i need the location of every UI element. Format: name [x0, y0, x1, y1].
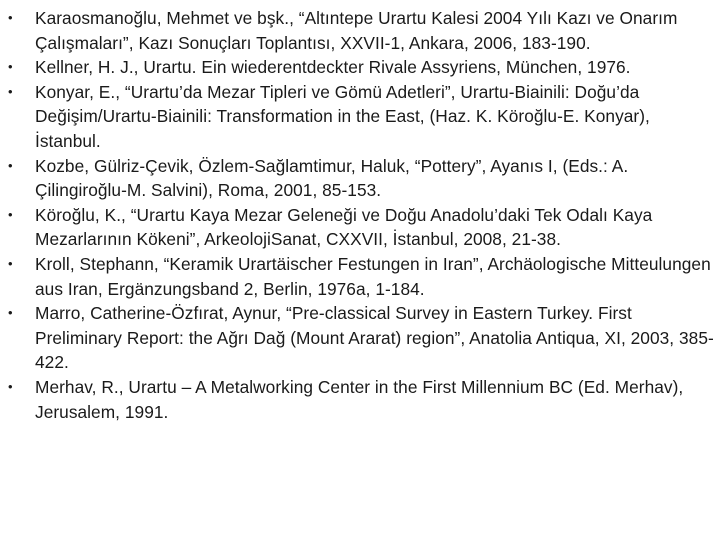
reference-item [8, 6, 716, 55]
reference-item [8, 252, 716, 301]
bullet-icon: • [8, 255, 13, 271]
bullet-icon: • [8, 305, 13, 321]
reference-text: Konyar, E., “Urartu’da Mezar Tipleri ve Gömü Adetleri”, Urartu-Biainili: Doğu’da Değişim/Urartu-Biainili: Transformation in the East, (Haz. K. Köroğlu-E. Konyar), İstanbul. [35, 81, 650, 151]
bullet-icon: • [8, 157, 13, 173]
reference-item [8, 203, 716, 252]
reference-list [8, 6, 716, 424]
bullet-icon: • [8, 378, 13, 394]
bullet-icon: • [8, 83, 13, 99]
reference-item [8, 80, 716, 154]
reference-text: Merhav, R., Urartu – A Metalworking Center in the First Millennium BC (Ed. Merhav), Jerusalem, 1991. [35, 376, 684, 422]
bullet-icon: • [8, 10, 13, 25]
bullet-icon: • [8, 59, 13, 75]
bullet-icon: • [8, 206, 13, 222]
reference-text: Marro, Catherine-Özfırat, Aynur, “Pre-classical Survey in Eastern Turkey. First Preliminary Report: the Ağrı Dağ (Mount Ararat) region”, Anatolia Antiqua, XI, 2003, 385-422. [35, 303, 714, 373]
reference-text: Kozbe, Gülriz-Çevik, Özlem-Sağlamtimur, Haluk, “Pottery”, Ayanıs I, (Eds.: A. Çilingiroğlu-M. Salvini), Roma, 2001, 85-153. [35, 155, 629, 201]
reference-text: Köroğlu, K., “Urartu Kaya Mezar Geleneği ve Doğu Anadolu’daki Tek Odalı Kaya Mezarlarının Kökeni”, ArkeolojiSanat, CXXVII, İstanbul, 2008, 21-38. [35, 204, 653, 250]
reference-item [8, 301, 716, 375]
reference-item [8, 375, 716, 424]
reference-text: Karaosmanoğlu, Mehmet ve bşk., “Altıntepe Urartu Kalesi 2004 Yılı Kazı ve Onarım Çalışmaları”, Kazı Sonuçları Toplantısı, XXVII-1, Ankara, 2006, 183-190. [35, 8, 678, 53]
reference-text: Kroll, Stephann, “Keramik Urartäischer Festungen in Iran”, Archäologische Mitteulungen aus Iran, Ergänzungsband 2, Berlin, 1976a, 1-184. [35, 253, 711, 299]
reference-item [8, 154, 716, 203]
reference-text: Kellner, H. J., Urartu. Ein wiederentdeckter Rivale Assyriens, München, 1976. [35, 57, 631, 78]
reference-item [8, 55, 716, 80]
